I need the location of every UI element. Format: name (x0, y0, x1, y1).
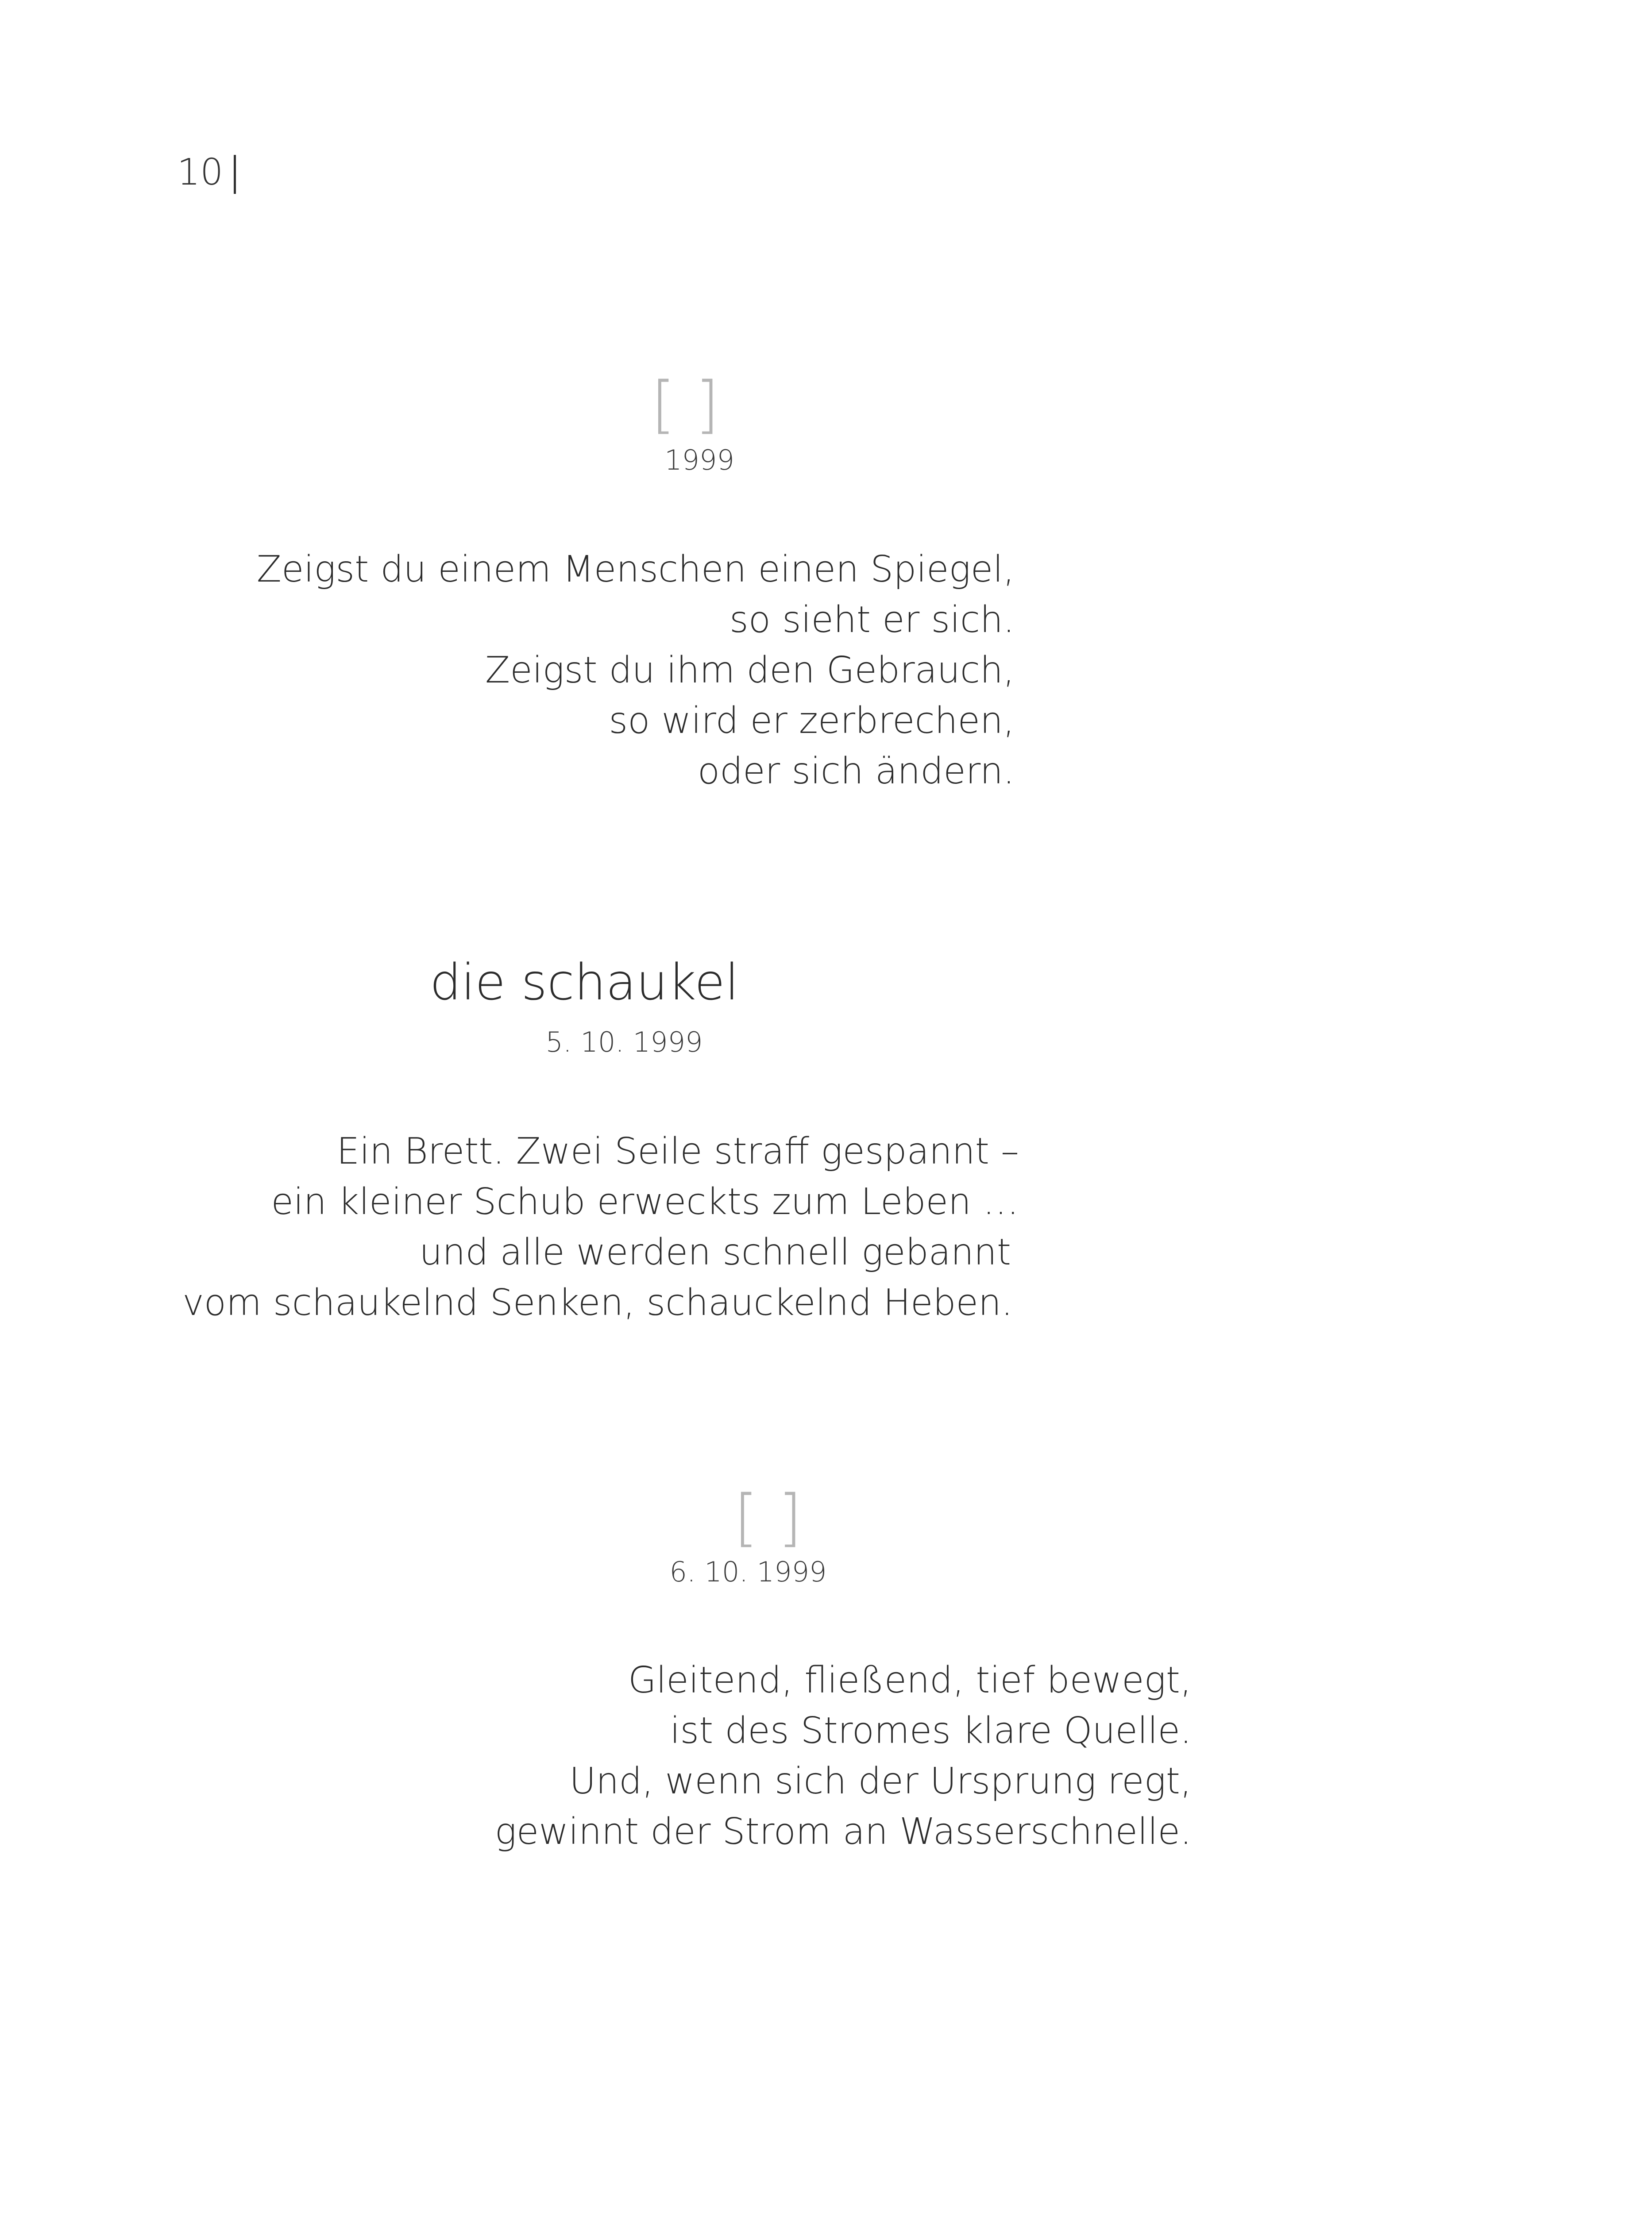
poem3-line: Und, wenn sich der Ursprung regt, (569, 1760, 1192, 1802)
poem2-date: 5. 10. 1999 (545, 1026, 703, 1058)
poem1-line: so wird er zerbrechen, (609, 700, 1015, 742)
page-number: 10 (177, 151, 224, 193)
poem3-line: Gleitend, fließend, tief bewegt, (628, 1659, 1192, 1701)
poem2-line: vom schaukelnd Senken, schauckelnd Heben. (182, 1282, 1013, 1324)
poem1-title-mark: [ ] (651, 369, 719, 441)
poem2-line: Ein Brett. Zwei Seile straff gespannt – (336, 1130, 1019, 1172)
poem3-line: gewinnt der Strom an Wasserschnelle. (494, 1811, 1192, 1853)
poem1-date: 1999 (664, 444, 734, 476)
poem1-line: Zeigst du ihm den Gebrauch, (485, 649, 1015, 691)
poem2-title: die schaukel (429, 954, 739, 1011)
page-number-divider (234, 155, 236, 194)
poem2-text (182, 1126, 1019, 1328)
poem1-line: Zeigst du einem Menschen einen Spiegel, (256, 548, 1015, 590)
poem1-line: oder sich ändern. (697, 750, 1015, 792)
poem2-line: und alle werden schnell gebannt (419, 1231, 1011, 1273)
poem2-line: ein kleiner Schub erweckts zum Leben … (271, 1181, 1019, 1223)
poem1-line: so sieht er sich. (730, 599, 1015, 641)
poem1-text (257, 544, 1015, 797)
poem3-title-mark: [ ] (734, 1482, 802, 1554)
poem3-date: 6. 10. 1999 (669, 1556, 827, 1588)
poem3-text (495, 1655, 1192, 1857)
poem3-line: ist des Stromes klare Quelle. (670, 1710, 1192, 1752)
